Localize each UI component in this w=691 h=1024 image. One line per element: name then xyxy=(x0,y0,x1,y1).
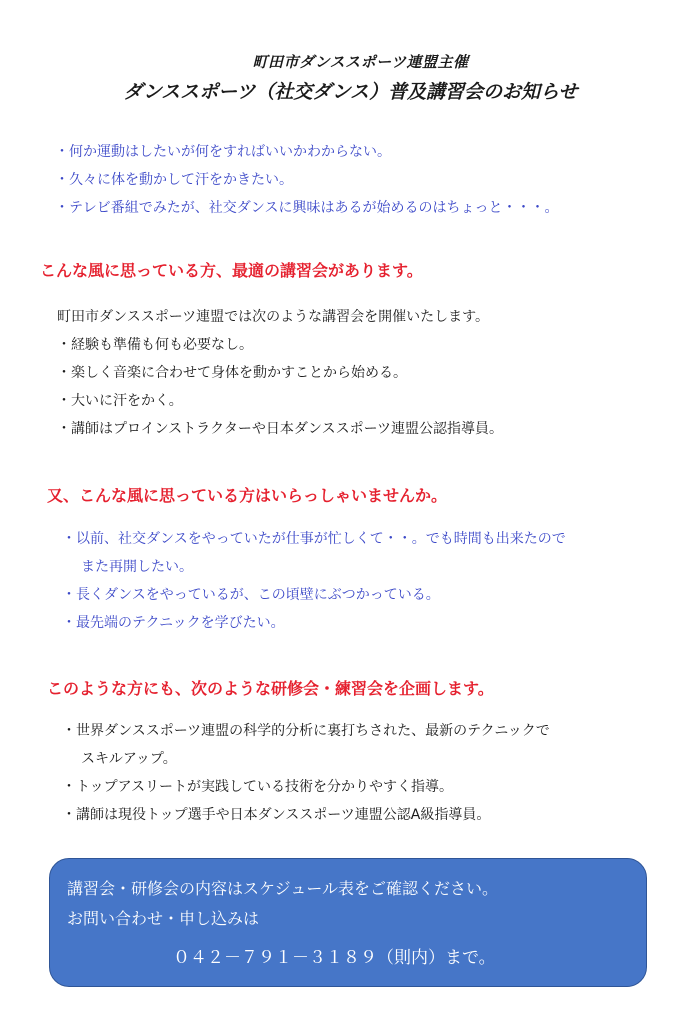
inquiry-label: お問い合わせ・申し込みは xyxy=(67,909,260,928)
feature-item: ・大いに汗をかく。 xyxy=(57,393,183,409)
question-list-2 xyxy=(62,525,566,637)
question-item: ・長くダンスをやっているが、この頃壁にぶつかっている。 xyxy=(62,587,440,603)
training-item: ・世界ダンススポーツ連盟の科学的分析に裏打ちされた、最新のテクニックで xyxy=(62,723,550,739)
training-item: ・講師は現役トップ選手や日本ダンススポーツ連盟公認A級指導員。 xyxy=(62,807,491,823)
question-item-continuation: また再開したい。 xyxy=(81,559,193,575)
heading-training-plan: このような方にも、次のような研修会・練習会を企画します。 xyxy=(47,679,494,698)
training-item: ・トップアスリートが実践している技術を分かりやすく指導。 xyxy=(62,779,454,795)
course-intro: 町田市ダンススポーツ連盟では次のような講習会を開催いたします。 xyxy=(57,309,490,325)
feature-item: ・経験も準備も何も必要なし。 xyxy=(57,337,253,353)
training-feature-list xyxy=(62,717,550,829)
question-item: ・何か運動はしたいが何をすればいいかわからない。 xyxy=(55,144,391,160)
course-intro-block xyxy=(57,303,503,443)
question-item: ・テレビ番組でみたが、社交ダンスに興味はあるが始めるのはちょっと・・・。 xyxy=(55,200,559,216)
page-header xyxy=(0,50,691,106)
question-list-1 xyxy=(55,138,558,222)
feature-item: ・楽しく音楽に合わせて身体を動かすことから始める。 xyxy=(57,365,407,381)
contact-phone: ０４２－７９１－３１８９（則内）まで。 xyxy=(173,948,496,968)
heading-best-course: こんな風に思っている方、最適の講習会があります。 xyxy=(40,261,423,280)
question-item: ・久々に体を動かして汗をかきたい。 xyxy=(55,172,293,188)
organizer-title: 町田市ダンススポーツ連盟主催 xyxy=(252,53,469,71)
heading-experienced: 又、こんな風に思っている方はいらっしゃいませんか。 xyxy=(47,486,448,505)
contact-box xyxy=(49,858,647,987)
training-item-continuation: スキルアップ。 xyxy=(81,751,177,767)
question-item: ・以前、社交ダンスをやっていたが仕事が忙しくて・・。でも時間も出来たので xyxy=(62,531,566,547)
question-item: ・最先端のテクニックを学びたい。 xyxy=(62,615,285,631)
page-title: ダンススポーツ（社交ダンス）普及講習会のお知らせ xyxy=(123,81,578,103)
schedule-note: 講習会・研修会の内容はスケジュール表をご確認ください。 xyxy=(67,879,499,898)
feature-item: ・講師はプロインストラクターや日本ダンススポーツ連盟公認指導員。 xyxy=(57,421,504,437)
